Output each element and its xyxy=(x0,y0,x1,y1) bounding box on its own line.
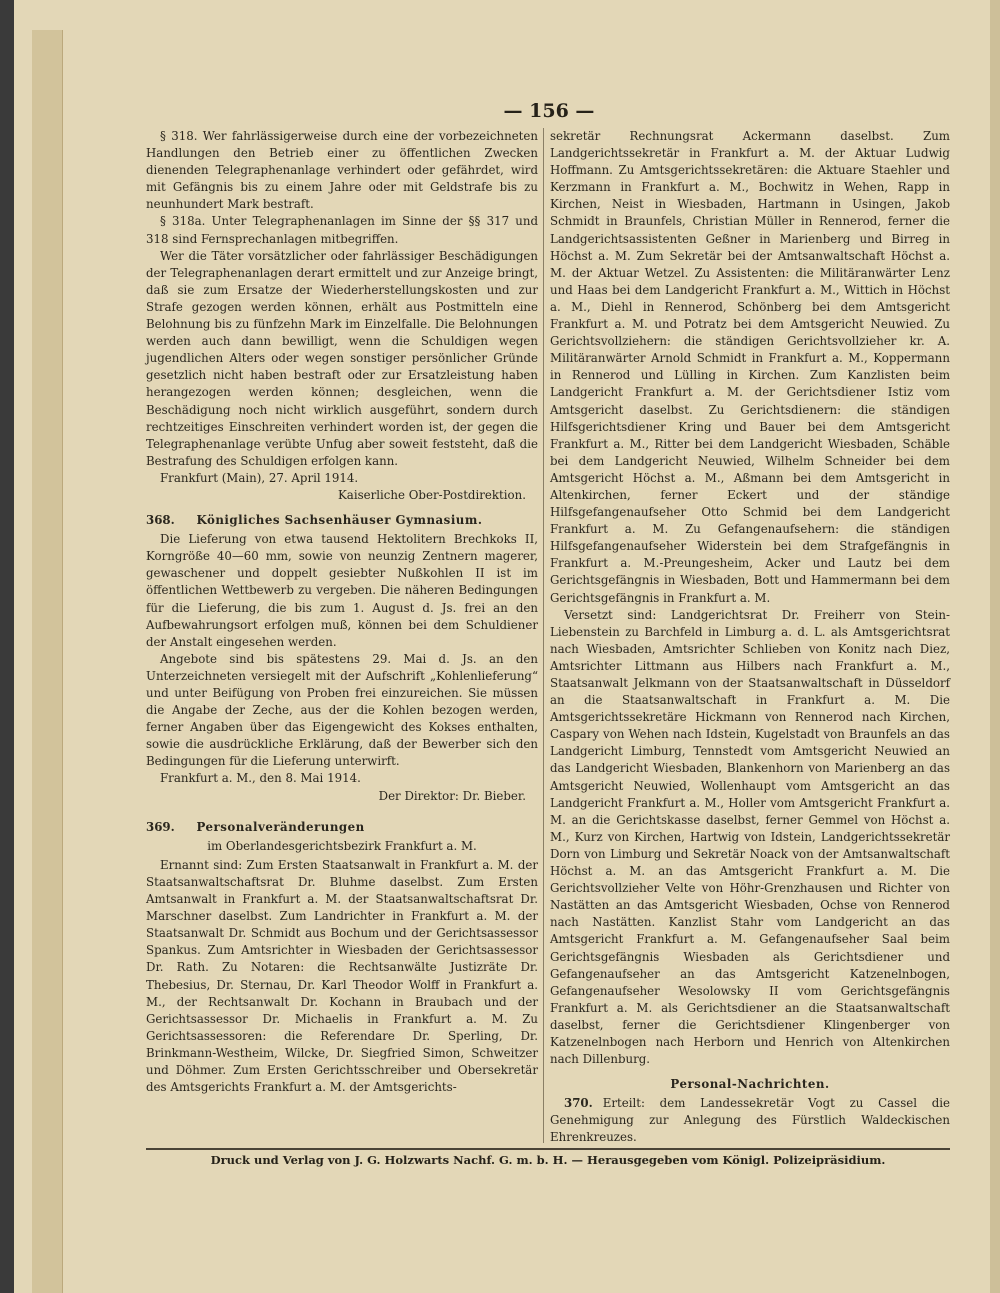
heading-368 xyxy=(146,512,538,529)
paragraph-versetzt: Versetzt sind: Landgerichtsrat Dr. Freiherr von Stein-Liebenstein zu Barchfeld in Limburg a. d. L. als Amtsgerichtsrat nach Wiesbaden, Amtsrichter Schlieben von Konitz nach Diez, Amtsrichter Littmann aus Hilbers nach Frankfurt a. M., Staatsanwalt Jelkmann von der Staatsanwaltschaft in Düsseldorf an die Staatsanwaltschaft in Frankfurt a. M. Die Amtsgerichtssekretäre Hickmann von Rennerod nach Kirchen, Caspary von Wehen nach Idstein, Kugelstadt von Braunfels an das Landgericht Limburg, Tennstedt vom Amtsgericht Neuwied an das Landgericht Wiesbaden, Blankenhorn von Marienberg an das Amtsgericht Neuwied, Wollenhaupt vom Amtsgericht an das Landgericht Frankfurt a. M., Holler vom Amtsgericht Frankfurt a. M. an die Gerichtskasse daselbst, ferner Gemmel von Höchst a. M., Kurz von Kirchen, Hartwig von Idstein, Landgerichtssekretär Dorn von Limburg und Sekretär Noack von der Amtsanwaltschaft Höchst a. M. an das Amtsgericht Frankfurt a. M. Die Gerichtsvollzieher Velte von Höhr-Grenzhausen und Richter von Nastätten an das Amtsgericht Wiesbaden, Ochse von Rennerod nach Nastätten. Kanzlist Stahr vom Landgericht an das Amtsgericht Frankfurt a. M. Gefangenaufseher Saal beim Gerichtsgefängnis Wiesbaden als Gerichtsdiener und Gefangenaufseher an das Amtsgericht Katzenelnbogen, Gefangenaufseher Wesolowsky II vom Gerichtsgefängnis Frankfurt a. M. als Gerichtsdiener an die Staatsanwaltschaft daselbst, ferner die Gerichtsdiener Klingenberger von Katzenelnbogen nach Herborn und Henrich von Altenkirchen nach Dillenburg. xyxy=(550,607,950,1067)
column-divider xyxy=(543,128,544,1143)
section-number-368: 368. xyxy=(146,513,175,528)
paragraph-368-2: Angebote sind bis spätestens 29. Mai d. Js. an den Unterzeichneten versiegelt mit der Aufschrift „Kohlenlieferung“ und unter Beifügung von Proben frei einzureichen. Sie müssen die Angabe der Zeche, aus der die Kohlen bezogen werden, ferner Angaben über das Eigengewicht des Kokses enthalten, sowie die ausdrückliche Erklärung, daß der Bewerber sich den Bedingungen für die Lieferung unterwirft. xyxy=(146,651,538,769)
paragraph-318a: § 318a. Unter Telegraphenanlagen im Sinne der §§ 317 und 318 sind Fernsprechanlagen mitbegriffen. xyxy=(146,214,538,246)
binding-edge xyxy=(32,30,63,1293)
imprint-footer: Druck und Verlag von J. G. Holzwarts Nachf. G. m. b. H. — Herausgegeben vom Königl. Polizeipräsidium. xyxy=(210,1153,886,1167)
text-370: Erteilt: dem Landessekretär Vogt zu Cassel die Genehmigung zur Anlegung des Fürstlich Waldeckischen Ehrenkreuzes. xyxy=(550,1096,950,1145)
section-number-370: 370. xyxy=(564,1096,593,1111)
heading-369 xyxy=(146,819,538,836)
right-column xyxy=(550,128,950,1147)
page-number: — 156 — xyxy=(503,100,595,122)
footer-rule xyxy=(146,1148,950,1150)
section-title-368: Königliches Sachsenhäuser Gymnasium. xyxy=(196,513,483,528)
date-line-2: Frankfurt a. M., den 8. Mai 1914. xyxy=(160,771,361,786)
section-subtitle-369: im Oberlandesgerichtsbezirk Frankfurt a. M. xyxy=(207,838,477,853)
section-number-369: 369. xyxy=(146,819,175,834)
date-line: Frankfurt (Main), 27. April 1914. xyxy=(160,470,359,485)
section-title-369: Personalveränderungen xyxy=(196,819,365,834)
paragraph-318: § 318. Wer fahrlässigerweise durch eine der vorbezeichneten Handlungen den Betrieb einer zu öffentlichen Zwecken dienenden Telegraphenanlage verhindert oder gefährdet, wird mit Gefängnis bis zu einem Jahre oder mit Geldstrafe bis zu neunhundert Mark bestraft. xyxy=(146,129,538,212)
page-right-edge xyxy=(990,0,1000,1293)
paragraph-370 xyxy=(550,1095,950,1146)
paragraph-368-1: Die Lieferung von etwa tausend Hektolitern Brechkoks II, Korngröße 40—60 mm, sowie von neunzig Zentnern magerer, gewaschener und doppelt gesiebter Nußkohlen II ist im öffentlichen Wettbewerb zu vergeben. Die näheren Bedingungen für die Lieferung, die bis zum 1. August d. Js. frei an den Aufbewahrungsort erfolgen muß, können bei dem Schuldiener der Anstalt eingesehen werden. xyxy=(146,532,538,649)
left-column xyxy=(146,128,538,1096)
paragraph-reward: Wer die Täter vorsätzlicher oder fahrlässiger Beschädigungen der Telegraphenanlagen derart ermittelt und zur Anzeige bringt, daß sie zum Ersatze der Wiederherstellungskosten und zur Strafe gezogen werden können, erhält aus Postmitteln eine Belohnung bis zu fünfzehn Mark im Einzelfalle. Die Belohnungen werden auch dann bewilligt, wenn die Schuldigen wegen jugendlichen Alters oder wegen sonstiger persönlicher Gründe gesetzlich nicht haben bestraft oder zur Ersatzleistung haben herangezogen werden können; desgleichen, wenn die Beschädigung noch nicht wirklich ausgeführt, sondern durch rechtzeitiges Einschreiten verhindert worden ist, der gegen die Telegraphenanlage verübte Unfug aber soweit feststeht, daß die Bestrafung des Schuldigen erfolgen kann. xyxy=(146,248,538,468)
paragraph-369-1: Ernannt sind: Zum Ersten Staatsanwalt in Frankfurt a. M. der Staatsanwaltschaftsrat Dr. Bluhme daselbst. Zum Ersten Amtsanwalt in Frankfurt a. M. der Staatsanwaltschaftsrat Dr. Marschner daselbst. Zum Landrichter in Frankfurt a. M. der Staatsanwalt Dr. Schmidt aus Bochum und der Gerichtsassessor Spankus. Zum Amtsrichter in Wiesbaden der Gerichtsassessor Dr. Rath. Zu Notaren: die Rechtsanwälte Justizräte Dr. Thebesius, Dr. Sternau, Dr. Karl Theodor Wolff in Frankfurt a. M., der Rechtsanwalt Dr. Kochann in Braubach und der Gerichtsassessor Dr. Michaelis in Frankfurt a. M. Zu Gerichtsassessoren: die Referendare Dr. Sperling, Dr. Brinkmann-Westheim, Wilcke, Dr. Siegfried Simon, Schweitzer und Döhmer. Zum Ersten Gerichtsschreiber und Obersekretär des Amtsgerichts Frankfurt a. M. der Amtsgerichts- xyxy=(146,857,538,1095)
heading-personal-nachrichten: Personal-Nachrichten. xyxy=(670,1077,830,1092)
signature-postdirektion: Kaiserliche Ober-Postdirektion. xyxy=(337,487,526,502)
document-page xyxy=(14,0,1000,1293)
paragraph-369-continued: sekretär Rechnungsrat Ackermann daselbst. Zum Landgerichtssekretär in Frankfurt a. M. der Aktuar Ludwig Hoffmann. Zu Amtsgerichtssekretären: die Aktuare Staehler und Kerzmann in Frankfurt a. M., Bochwitz in Wehen, Rapp in Kirchen, Neist in Wiesbaden, Hartmann in Usingen, Jakob Schmidt in Braunfels, Christian Müller in Rennerod, ferner die Landgerichtsassistenten Geßner in Marienberg und Birreg in Höchst a. M. Zum Sekretär bei der Amtsanwaltschaft Höchst a. M. der Aktuar Wetzel. Zu Assistenten: die Militäranwärter Lenz und Haas bei dem Landgericht Frankfurt a. M., Wittich in Höchst a. M., Diehl in Rennerod, Schönberg bei dem Amtsgericht Frankfurt a. M. und Potratz bei dem Amtsgericht Neuwied. Zu Gerichtsvollziehern: die ständigen Gerichtsvollzieher kr. A. Militäranwärter Arnold Schmidt in Frankfurt a. M., Koppermann in Rennerod und Lülling in Kirchen. Zum Kanzlisten beim Landgericht Frankfurt a. M. der Gerichtsdiener Istiz vom Amtsgericht daselbst. Zu Gerichtsdienern: die ständigen Hilfsgerichtsdiener Kring und Bauer bei dem Amtsgericht Frankfurt a. M., Ritter bei dem Landgericht Wiesbaden, Schäble bei dem Landgericht Neuwied, Wilhelm Schneider bei dem Amtsgericht Höchst a. M., Aßmann bei dem Amtsgericht in Altenkirchen, ferner Eckert und der ständige Hilfsgefangenaufseher Otto Schmid bei dem Landgericht Frankfurt a. M. Zu Gefangenaufsehern: die ständigen Hilfsgefangenaufseher Widerstein bei dem Strafgefängnis in Frankfurt a. M.-Preungesheim, Acker und Lautz bei dem Gerichtsgefängnis in Wiesbaden, Bott und Hammermann bei dem Gerichtsgefängnis in Frankfurt a. M. xyxy=(550,129,950,605)
signature-direktor: Der Direktor: Dr. Bieber. xyxy=(378,788,526,803)
